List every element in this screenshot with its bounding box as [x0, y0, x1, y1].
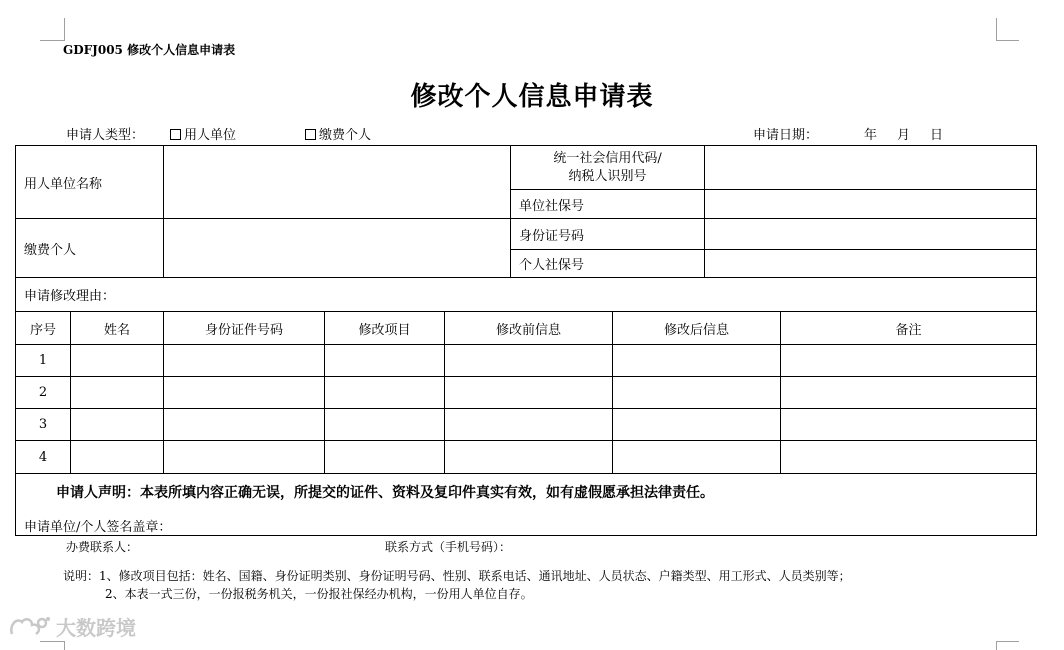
cell-before-info[interactable]: [445, 345, 613, 377]
checkbox-employer-box[interactable]: [170, 129, 181, 140]
cell-before-info[interactable]: [445, 409, 613, 441]
table-row: [16, 441, 1037, 474]
individual-payer-label: 缴费个人: [16, 219, 164, 278]
phone-contact-label: 联系方式（手机号码）：: [385, 540, 512, 554]
row-index: 4: [16, 441, 71, 474]
personal-si-no-label: 个人社保号: [511, 250, 705, 278]
cell-remarks[interactable]: [781, 409, 1037, 441]
watermark-logo-icon: [8, 614, 52, 640]
handler-contact-label: 办费联系人：: [66, 540, 139, 554]
cell-id-number[interactable]: [164, 441, 325, 474]
cell-id-number[interactable]: [164, 409, 325, 441]
credit-code-label: [511, 146, 705, 190]
cell-after-info[interactable]: [613, 409, 781, 441]
applicant-type-label: 申请人类型：: [66, 128, 145, 143]
application-form-table: [15, 145, 1037, 536]
page-title: 修改个人信息申请表: [410, 82, 654, 112]
checkbox-individual[interactable]: [305, 124, 371, 143]
apply-date-month: 月: [897, 128, 911, 143]
cell-name[interactable]: [71, 409, 164, 441]
reason-label: 申请修改理由：: [16, 278, 1037, 312]
header-name: 姓名: [71, 312, 164, 345]
header-after-info: 修改后信息: [613, 312, 781, 345]
cell-name[interactable]: [71, 345, 164, 377]
corner-mark-top-left: [40, 18, 65, 41]
watermark: [8, 612, 136, 641]
employer-si-no-field[interactable]: [705, 190, 1037, 219]
notes-line-2: 2、本表一式三份，一份报税务机关，一份报社保经办机构，一份用人单位自存。: [105, 587, 533, 601]
checkbox-employer[interactable]: [170, 124, 236, 143]
header-before-info: 修改前信息: [445, 312, 613, 345]
cell-remarks[interactable]: [781, 441, 1037, 474]
checkbox-individual-label: 缴费个人: [319, 128, 372, 143]
signature-label: 申请单位/个人签名盖章：: [24, 520, 172, 535]
row-index: 2: [16, 377, 71, 409]
cell-remarks[interactable]: [781, 345, 1037, 377]
cell-after-info[interactable]: [613, 441, 781, 474]
personal-si-no-field[interactable]: [705, 250, 1037, 278]
row-index: 3: [16, 409, 71, 441]
table-row: [16, 409, 1037, 441]
cell-before-info[interactable]: [445, 377, 613, 409]
cell-remarks[interactable]: [781, 377, 1037, 409]
employer-name-field[interactable]: [164, 146, 511, 219]
table-row: [16, 345, 1037, 377]
checkbox-employer-label: 用人单位: [184, 128, 237, 143]
apply-date-label: 申请日期：: [753, 128, 819, 143]
cell-after-info[interactable]: [613, 377, 781, 409]
declaration-text: 申请人声明：本表所填内容正确无误，所提交的证件、资料及复印件真实有效，如有虚假愿承担法律责任。: [56, 485, 714, 501]
cell-modify-item[interactable]: [325, 345, 445, 377]
cell-name[interactable]: [71, 441, 164, 474]
cell-before-info[interactable]: [445, 441, 613, 474]
apply-date-day: 日: [930, 128, 944, 143]
apply-date-year: 年: [864, 128, 878, 143]
doc-code: GDFJ005 修改个人信息申请表: [63, 43, 236, 57]
employer-name-label: 用人单位名称: [16, 146, 164, 219]
corner-mark-bottom-left: [40, 641, 65, 650]
declaration-signature-cell[interactable]: [16, 474, 1037, 536]
cell-after-info[interactable]: [613, 345, 781, 377]
cell-id-number[interactable]: [164, 377, 325, 409]
cell-id-number[interactable]: [164, 345, 325, 377]
employer-si-no-label: 单位社保号: [511, 190, 705, 219]
id-number-label: 身份证号码: [511, 219, 705, 250]
header-remarks: 备注: [781, 312, 1037, 345]
notes: [63, 567, 851, 603]
corner-mark-bottom-right: [996, 641, 1019, 650]
watermark-text: 大数跨境: [56, 616, 136, 640]
id-number-field[interactable]: [705, 219, 1037, 250]
table-row: [16, 377, 1037, 409]
cell-modify-item[interactable]: [325, 377, 445, 409]
corner-mark-top-right: [996, 18, 1019, 41]
cell-modify-item[interactable]: [325, 409, 445, 441]
credit-code-label-line2: 纳税人识别号: [568, 168, 647, 184]
credit-code-label-line1: 统一社会信用代码/: [553, 150, 662, 166]
header-modify-item: 修改项目: [325, 312, 445, 345]
checkbox-individual-box[interactable]: [305, 129, 316, 140]
row-index: 1: [16, 345, 71, 377]
cell-name[interactable]: [71, 377, 164, 409]
notes-line-1: 说明：1、修改项目包括：姓名、国籍、身份证明类别、身份证明号码、性别、联系电话、通讯地址、人员状态、户籍类型、用工形式、人员类别等；: [63, 569, 851, 583]
cell-modify-item[interactable]: [325, 441, 445, 474]
individual-payer-field[interactable]: [164, 219, 511, 278]
header-index: 序号: [16, 312, 71, 345]
header-id-number: 身份证件号码: [164, 312, 325, 345]
credit-code-field[interactable]: [705, 146, 1037, 190]
